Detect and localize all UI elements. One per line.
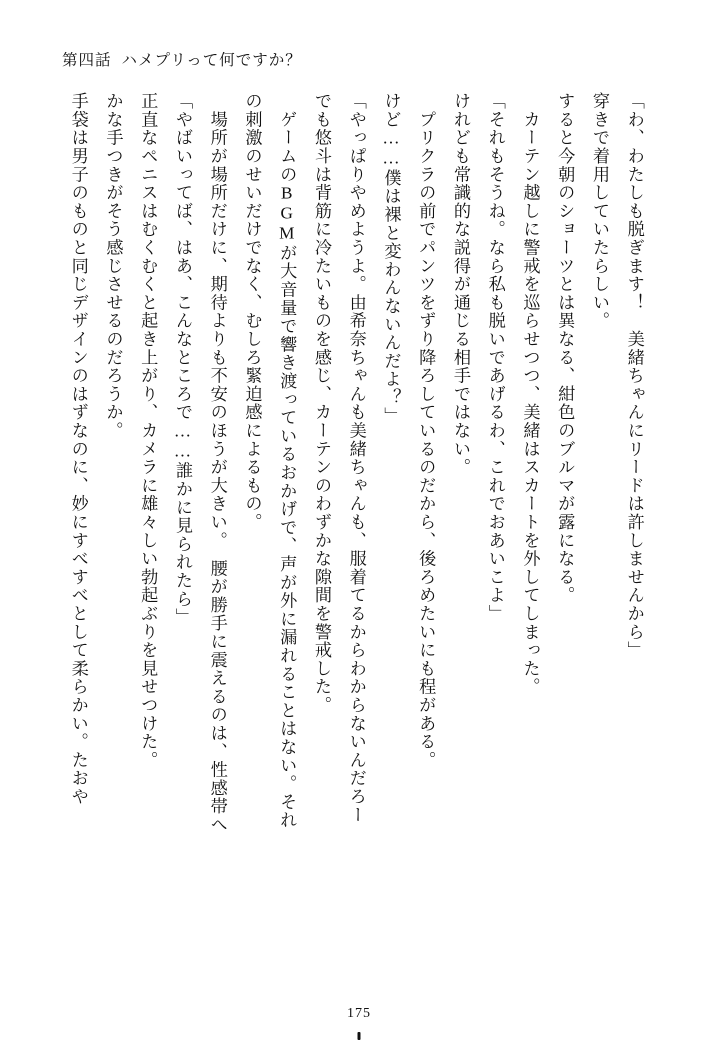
text-column: でも悠斗は背筋に冷たいものを感じ、カーテンのわずかな隙間を警戒した。: [312, 92, 331, 715]
text-column: 「それもそうね。なら私も脱いであげるわ、これでおあいこよ」: [485, 92, 505, 623]
text-column: 穿きで着用していたらしい。: [590, 92, 609, 330]
text-column: 「やばいってば、はあ、こんなところで……誰かに見られたら」: [173, 92, 192, 627]
text-column: 「やっぱりやめようよ。由希奈ちゃんも美緒ちゃんも、服着てるからわからないんだろー: [346, 92, 366, 824]
chapter-number: 第四話: [62, 52, 112, 69]
text-column: 「わ、わたしも脱ぎます！ 美緒ちゃんにリードは許しませんから」: [624, 92, 644, 660]
text-column: 正直なペニスはむくむくと起き上がり、カメラに雄々しい勃起ぶりを見せつけた。: [138, 92, 158, 770]
text-column: 場所が場所だけに、期待よりも不安のほうが大きい。 腰が勝手に震えるのは、性感帯へ: [207, 92, 227, 834]
chapter-header: [62, 48, 656, 70]
page-number: 175: [347, 1006, 371, 1021]
text-column: ゲームのBGMが大音量で響き渡っているおかげで、声が外に漏れることはない。それ: [277, 92, 297, 830]
text-column: カーテン越しに警戒を巡らせつつ、美緒はスカートを外してしまった。: [520, 92, 540, 696]
spine-mark: [358, 1032, 361, 1040]
text-column: けど……僕は裸と変わんないんだよ？」: [381, 92, 401, 425]
text-column: の刺激のせいだけでなく、むしろ緊迫感によるもの。: [242, 92, 262, 532]
chapter-title: ハメプリって何ですか？: [121, 52, 302, 69]
text-column: けれども常識的な説得が通じる相手ではない。: [451, 92, 470, 477]
text-column: 手袋は男子のものと同じデザインのはずなのに、妙にすべすべとして柔らかい。たおや: [68, 92, 88, 806]
text-column: プリクラの前でパンツをずり降ろしているのだから、後ろめたいにも程がある。: [416, 92, 436, 770]
text-column: かな手つきがそう感じさせるのだろうか。: [103, 92, 123, 440]
text-column: すると今朝のショーツとは異なる、紺色のブルマが露になる。: [555, 92, 575, 605]
body-text-area: [60, 92, 660, 972]
